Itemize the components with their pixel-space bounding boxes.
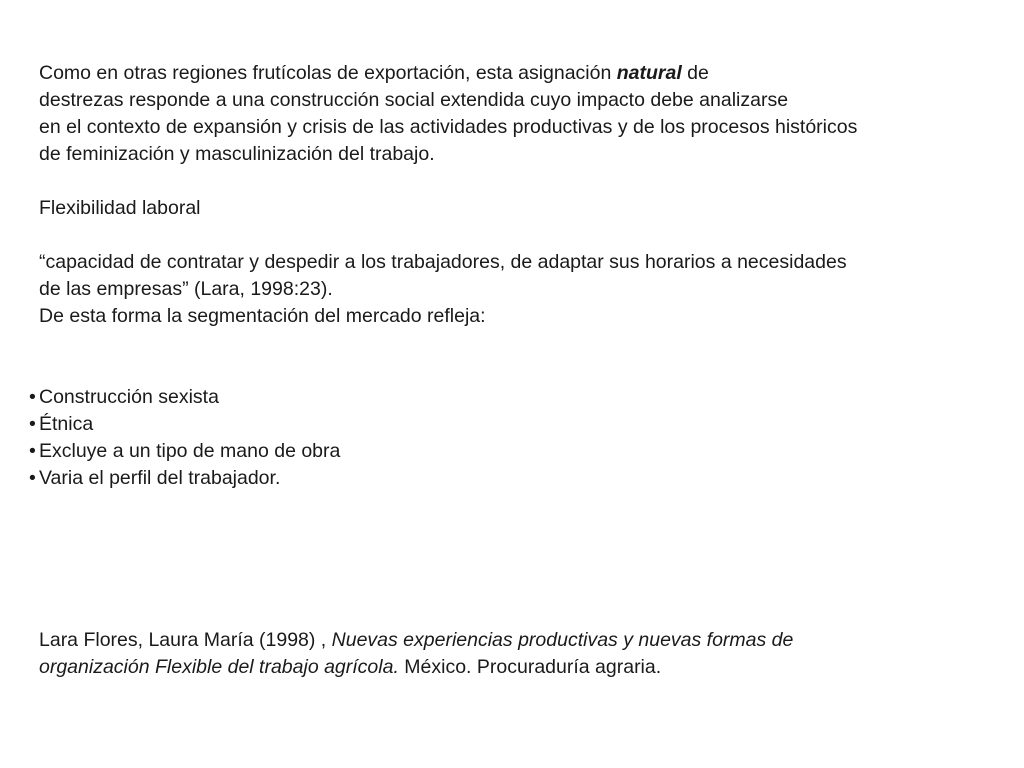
spacer bbox=[39, 600, 999, 627]
bullet-icon: • bbox=[29, 440, 36, 462]
bullet-item bbox=[29, 465, 999, 492]
paragraph-text: de bbox=[681, 62, 709, 84]
paragraph-line-4: de feminización y masculinización del trabajo. bbox=[39, 143, 435, 165]
slide-text-body bbox=[29, 60, 999, 681]
reference-line-2 bbox=[39, 654, 999, 681]
spacer bbox=[39, 546, 999, 573]
spacer bbox=[39, 330, 999, 357]
reference-title: Nuevas experiencias productivas y nuevas formas de bbox=[331, 629, 794, 651]
bullet-item bbox=[29, 384, 999, 411]
bullet-text: Varia el perfil del trabajador. bbox=[39, 467, 281, 489]
reference-publisher: México. Procuraduría agraria. bbox=[398, 656, 662, 678]
bullet-list bbox=[29, 384, 999, 492]
quote-line-2: de las empresas” (Lara, 1998:23). bbox=[39, 278, 333, 300]
spacer bbox=[39, 492, 999, 519]
spacer bbox=[39, 573, 999, 600]
quote-line-1: “capacidad de contratar y despedir a los trabajadores, de adaptar sus horarios a necesidades bbox=[39, 251, 847, 273]
bullet-icon: • bbox=[29, 467, 36, 489]
reference-author: Lara Flores, Laura María (1998) , bbox=[39, 629, 332, 651]
emphasized-word-natural: natural bbox=[616, 62, 682, 84]
paragraph-line-2: destrezas responde a una construcción social extendida cuyo impacto debe analizarse bbox=[39, 89, 789, 111]
spacer bbox=[39, 519, 999, 546]
section-heading: Flexibilidad laboral bbox=[39, 197, 201, 219]
bullet-item bbox=[29, 411, 999, 438]
bullet-icon: • bbox=[29, 413, 36, 435]
spacer bbox=[39, 168, 999, 195]
paragraph-line-3: en el contexto de expansión y crisis de las actividades productivas y de los procesos históricos bbox=[39, 116, 858, 138]
spacer bbox=[39, 357, 999, 384]
segmentation-intro: De esta forma la segmentación del mercado refleja: bbox=[39, 305, 486, 327]
reference-title: organización Flexible del trabajo agrícola. bbox=[39, 656, 399, 678]
spacer bbox=[39, 222, 999, 249]
bullet-text: Excluye a un tipo de mano de obra bbox=[39, 440, 341, 462]
bullet-icon: • bbox=[29, 386, 36, 408]
paragraph-text: Como en otras regiones frutícolas de exportación, esta asignación bbox=[39, 62, 617, 84]
paragraph-line-1 bbox=[39, 60, 999, 87]
reference-line-1 bbox=[39, 627, 999, 654]
bullet-text: Étnica bbox=[39, 413, 94, 435]
bullet-text: Construcción sexista bbox=[39, 386, 219, 408]
bullet-item bbox=[29, 438, 999, 465]
